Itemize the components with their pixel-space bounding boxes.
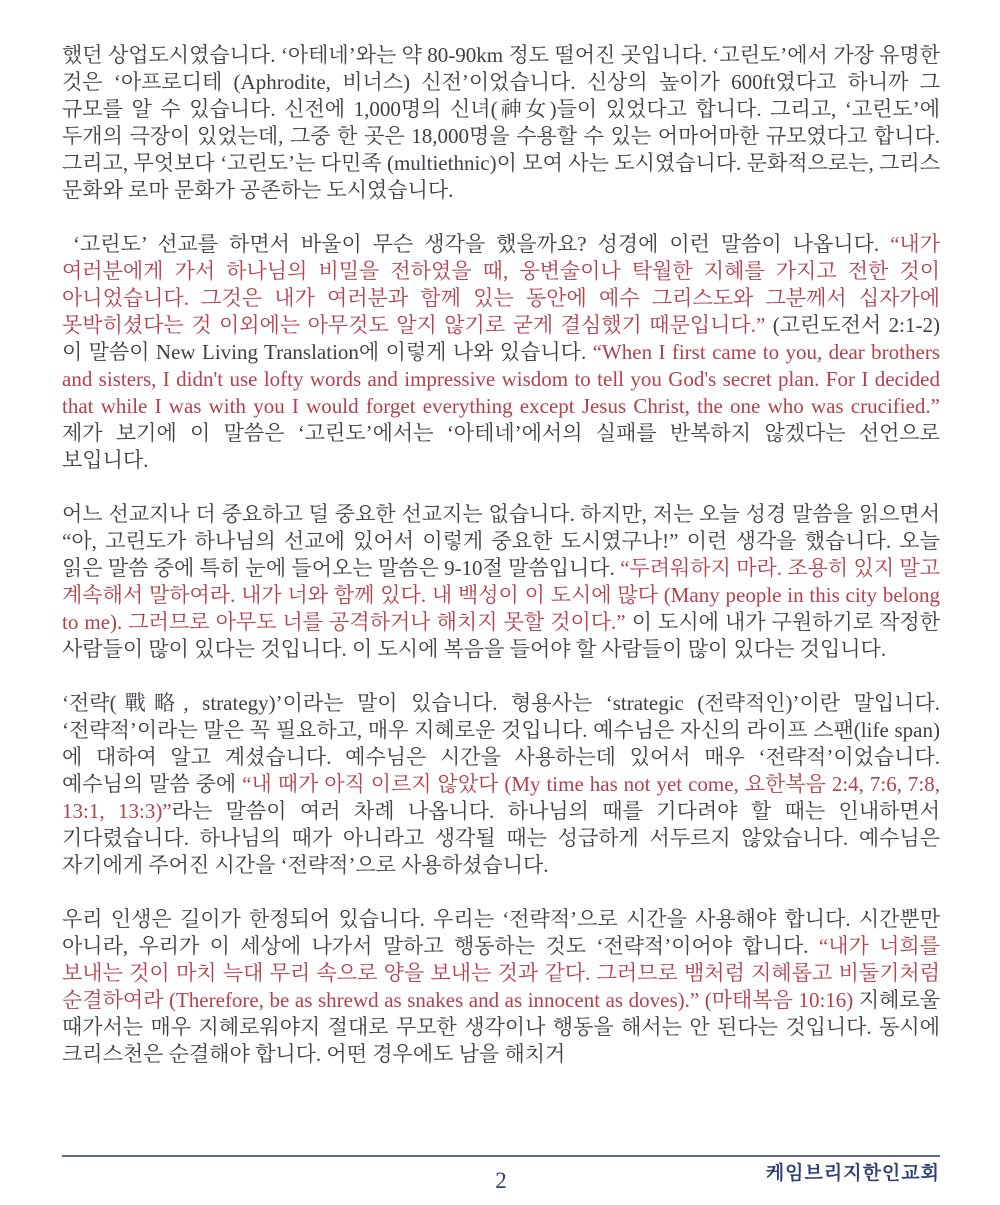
paragraph [62, 501, 940, 663]
paragraph [62, 42, 940, 204]
scripture-quote-run: “내가 너희를 보내는 것이 마치 늑대 무리 속으로 양을 보내는 것과 같다. 그러므로 뱀처럼 지혜롭고 비둘기처럼 순결하여라 (Therefore, be as shrewd as snakes and as innocent as doves).” (마태복음 10:16) [62, 934, 940, 1012]
church-name: 케임브리지한인교회 [765, 1163, 940, 1184]
scripture-quote-run: “When I first came to you, dear brothers and sisters, I didn't use lofty words and impressive wisdom to tell you God's secret plan. For I decided that while I was with you I would forget everything except Jesus Christ, the one who was crucified.” [62, 340, 941, 418]
body-text-run: 우리 인생은 길이가 한정되어 있습니다. 우리는 ‘전략적’으로 시간을 사용해야 합니다. 시간뿐만 아니라, 우리가 이 세상에 나가서 말하고 행동하는 것도 ‘전략적’이어야 합니다. [62, 907, 940, 958]
paragraph [62, 231, 940, 474]
body-text-run: 지혜로울 때가서는 매우 지혜로워야지 절대로 무모한 생각이나 행동을 해서는 안 된다는 것입니다. 동시에 크리스천은 순결해야 합니다. 어떤 경우에도 남을 해치거 [62, 988, 940, 1066]
body-text-run: (고린도전서 2:1-2) 이 말씀이 New Living Translation에 이렇게 나와 있습니다. [62, 313, 941, 364]
body-text-run: 라는 말씀이 여러 차례 나옵니다. 하나님의 때를 기다려야 할 때는 인내하면서 기다렸습니다. 하나님의 때가 아니라고 생각될 때는 성급하게 서두르지 않았습니다. 예수님은 자기에게 주어진 시간을 ‘전략적’으로 사용하셨습니다. [62, 799, 940, 877]
paragraph [62, 906, 940, 1068]
body-text-run: 제가 보기에 이 말씀은 ‘고린도’에서는 ‘아테네’에서의 실패를 반복하지 않겠다는 선언으로 보입니다. [62, 421, 940, 472]
body-text-run: ‘고린도’ 선교를 하면서 바울이 무슨 생각을 했을까요? 성경에 이런 말씀이 나옵니다. [62, 232, 891, 256]
sermon-body [62, 42, 940, 1095]
scripture-quote-run: “내가 여러분에게 가서 하나님의 비밀을 전하였을 때, 웅변술이나 탁월한 지혜를 가지고 전한 것이 아니었습니다. 그것은 내가 여러분과 함께 있는 동안에 예수 그리스도와 그분께서 십자가에 못박히셨다는 것 이외에는 아무것도 알지 않기로 굳게 결심했기 때문입니다.” [62, 232, 940, 337]
body-text-run: 했던 상업도시였습니다. ‘아테네’와는 약 80-90km 정도 떨어진 곳입니다. ‘고린도’에서 가장 유명한 것은 ‘아프로디테 (Aphrodite, 비너스) 신전’이었습니다. 신상의 높이가 600ft였다고 하니까 그 규모를 알 수 있습니다. 신전에 1,000명의 신녀(神女)들이 있었다고 합니다. 그리고, ‘고린도’에 두개의 극장이 있었는데, 그중 한 곳은 18,000명을 수용할 수 있는 어마어마한 규모였다고 합니다. 그리고, 무엇보다 ‘고린도’는 다민족 (multiethnic)이 모여 사는 도시였습니다. 문화적으로는, 그리스 문화와 로마 문화가 공존하는 도시였습니다. [62, 43, 940, 202]
paragraph [62, 690, 940, 879]
scripture-quote-run: “두려워하지 마라. 조용히 있지 말고 계속해서 말하여라. 내가 너와 함께 있다. 내 백성이 이 도시에 많다 (Many people in this city belong to me). 그러므로 아무도 너를 공격하거나 해치지 못할 것이다.” [62, 556, 940, 634]
page-footer [62, 1155, 940, 1205]
footer-divider [62, 1155, 940, 1157]
body-text-run: 이 도시에 내가 구원하기로 작정한 사람들이 많이 있다는 것입니다. 이 도시에 복음을 들어야 할 사람들이 많이 있다는 것입니다. [62, 610, 940, 661]
body-text-run: 어느 선교지나 더 중요하고 덜 중요한 선교지는 없습니다. 하지만, 저는 오늘 성경 말씀을 읽으면서 “아, 고린도가 하나님의 선교에 있어서 이렇게 중요한 도시였구나!” 이런 생각을 했습니다. 오늘 읽은 말씀 중에 특히 눈에 들어오는 말씀은 9-10절 말씀입니다. [62, 502, 940, 580]
body-text-run: ‘전략(戰略, strategy)’이라는 말이 있습니다. 형용사는 ‘strategic (전략적인)’이란 말입니다. ‘전략적’이라는 말은 꼭 필요하고, 매우 지혜로운 것입니다. 예수님은 자신의 라이프 스팬(life span)에 대하여 알고 계셨습니다. 예수님은 시간을 사용하는데 있어서 매우 ‘전략적’이었습니다. 예수님의 말씀 중에 [62, 691, 940, 796]
page-number: 2 [495, 1168, 507, 1193]
scripture-quote-run: “내 때가 아직 이르지 않았다 (My time has not yet come, 요한복음 2:4, 7:6, 7:8, 13:1, 13:3)” [62, 772, 940, 823]
